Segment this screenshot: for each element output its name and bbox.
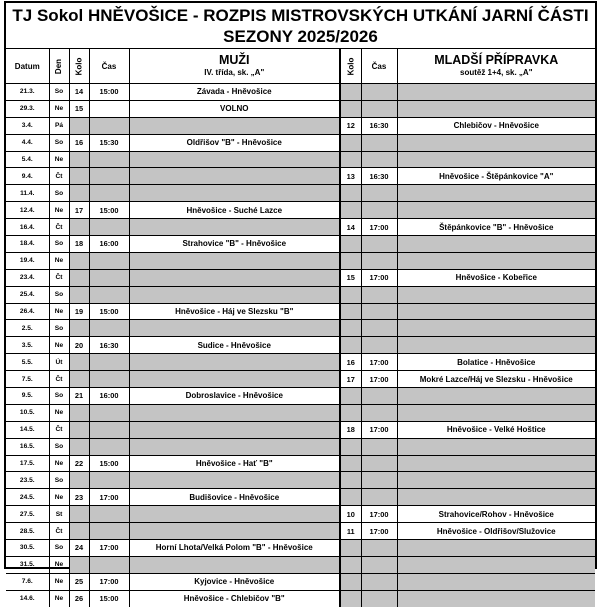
day-cell: Út xyxy=(49,354,69,371)
muzi-cas-cell: 15:00 xyxy=(89,202,129,219)
pripravka-kolo-cell xyxy=(340,337,361,354)
date-cell: 16.5. xyxy=(6,438,49,455)
pripravka-kolo-cell xyxy=(340,320,361,337)
header-muzi: MUŽI IV. třída, sk. „A" xyxy=(129,49,340,84)
pripravka-match-cell xyxy=(397,151,595,168)
day-cell: So xyxy=(49,472,69,489)
muzi-cas-cell: 15:30 xyxy=(89,134,129,151)
pripravka-match-cell xyxy=(397,438,595,455)
day-cell: Ne xyxy=(49,573,69,590)
schedule-row xyxy=(6,219,595,236)
schedule-row xyxy=(6,421,595,438)
muzi-kolo-cell: 26 xyxy=(69,590,89,606)
muzi-cas-cell xyxy=(89,404,129,421)
date-cell: 5.4. xyxy=(6,151,49,168)
pripravka-cas-cell xyxy=(361,320,397,337)
pripravka-kolo-cell xyxy=(340,455,361,472)
muzi-match-cell xyxy=(129,556,340,573)
schedule-row xyxy=(6,489,595,506)
schedule-row xyxy=(6,286,595,303)
pripravka-match-cell xyxy=(397,573,595,590)
pripravka-match-cell xyxy=(397,185,595,202)
schedule-row xyxy=(6,269,595,286)
schedule-row xyxy=(6,236,595,253)
pripravka-kolo-cell: 14 xyxy=(340,219,361,236)
muzi-kolo-cell: 14 xyxy=(69,84,89,101)
muzi-match-cell xyxy=(129,506,340,523)
muzi-cas-cell xyxy=(89,151,129,168)
muzi-match-cell: Hněvošice - Chlebičov "B" xyxy=(129,590,340,606)
header-mladsi-sub: soutěž 1+4, sk. „A" xyxy=(460,68,533,77)
muzi-match-cell xyxy=(129,269,340,286)
date-cell: 11.4. xyxy=(6,185,49,202)
date-cell: 3.4. xyxy=(6,117,49,134)
day-cell: Ne xyxy=(49,151,69,168)
date-cell: 5.5. xyxy=(6,354,49,371)
pripravka-cas-cell xyxy=(361,286,397,303)
pripravka-match-cell xyxy=(397,540,595,557)
date-cell: 21.3. xyxy=(6,84,49,101)
pripravka-cas-cell xyxy=(361,134,397,151)
pripravka-cas-cell xyxy=(361,185,397,202)
pripravka-match-cell: Strahovice/Rohov - Hněvošice xyxy=(397,506,595,523)
pripravka-match-cell xyxy=(397,84,595,101)
muzi-cas-cell xyxy=(89,117,129,134)
muzi-kolo-cell xyxy=(69,354,89,371)
pripravka-match-cell: Bolatice - Hněvošice xyxy=(397,354,595,371)
pripravka-cas-cell xyxy=(361,303,397,320)
day-cell: Čt xyxy=(49,269,69,286)
muzi-kolo-cell xyxy=(69,269,89,286)
muzi-cas-cell xyxy=(89,523,129,540)
pripravka-match-cell: Hněvošice - Kobeřice xyxy=(397,269,595,286)
day-cell: Čt xyxy=(49,523,69,540)
header-cas: Čas xyxy=(89,49,129,84)
pripravka-kolo-cell xyxy=(340,236,361,253)
pripravka-cas-cell xyxy=(361,489,397,506)
header-row xyxy=(6,49,595,84)
schedule-row xyxy=(6,168,595,185)
date-cell: 2.5. xyxy=(6,320,49,337)
muzi-kolo-cell xyxy=(69,556,89,573)
day-cell: Ne xyxy=(49,489,69,506)
date-cell: 17.5. xyxy=(6,455,49,472)
muzi-kolo-cell xyxy=(69,320,89,337)
muzi-cas-cell xyxy=(89,252,129,269)
muzi-cas-cell xyxy=(89,506,129,523)
muzi-match-cell xyxy=(129,523,340,540)
date-cell: 23.5. xyxy=(6,472,49,489)
date-cell: 12.4. xyxy=(6,202,49,219)
pripravka-cas-cell xyxy=(361,556,397,573)
pripravka-match-cell: Hněvošice - Štěpánkovice "A" xyxy=(397,168,595,185)
pripravka-cas-cell xyxy=(361,404,397,421)
pripravka-kolo-cell xyxy=(340,556,361,573)
muzi-match-cell: Závada - Hněvošice xyxy=(129,84,340,101)
pripravka-kolo-cell xyxy=(340,202,361,219)
muzi-kolo-cell xyxy=(69,219,89,236)
pripravka-match-cell: Štěpánkovice "B" - Hněvošice xyxy=(397,219,595,236)
muzi-cas-cell xyxy=(89,185,129,202)
pripravka-match-cell xyxy=(397,320,595,337)
muzi-kolo-cell: 20 xyxy=(69,337,89,354)
pripravka-cas-cell: 17:00 xyxy=(361,523,397,540)
muzi-match-cell xyxy=(129,117,340,134)
muzi-cas-cell: 15:00 xyxy=(89,455,129,472)
pripravka-kolo-cell xyxy=(340,303,361,320)
schedule-row xyxy=(6,455,595,472)
pripravka-cas-cell xyxy=(361,438,397,455)
muzi-cas-cell xyxy=(89,556,129,573)
pripravka-kolo-cell xyxy=(340,472,361,489)
schedule-row xyxy=(6,84,595,101)
schedule-row xyxy=(6,590,595,606)
pripravka-match-cell xyxy=(397,489,595,506)
schedule-row xyxy=(6,523,595,540)
date-cell: 23.4. xyxy=(6,269,49,286)
header-kolo: Kolo xyxy=(69,49,89,84)
pripravka-match-cell xyxy=(397,455,595,472)
schedule-row xyxy=(6,573,595,590)
day-cell: Čt xyxy=(49,168,69,185)
muzi-kolo-cell: 16 xyxy=(69,134,89,151)
muzi-match-cell xyxy=(129,354,340,371)
pripravka-cas-cell xyxy=(361,455,397,472)
muzi-match-cell: Strahovice "B" - Hněvošice xyxy=(129,236,340,253)
muzi-kolo-cell xyxy=(69,371,89,388)
pripravka-kolo-cell: 18 xyxy=(340,421,361,438)
day-cell: Čt xyxy=(49,421,69,438)
pripravka-match-cell: Hněvošice - Velké Hoštice xyxy=(397,421,595,438)
day-cell: So xyxy=(49,236,69,253)
muzi-kolo-cell: 25 xyxy=(69,573,89,590)
muzi-cas-cell xyxy=(89,320,129,337)
schedule-row xyxy=(6,556,595,573)
pripravka-kolo-cell xyxy=(340,134,361,151)
date-cell: 27.5. xyxy=(6,506,49,523)
muzi-kolo-cell: 23 xyxy=(69,489,89,506)
schedule-table xyxy=(6,49,595,607)
day-cell: Pá xyxy=(49,117,69,134)
schedule-row xyxy=(6,134,595,151)
pripravka-kolo-cell: 15 xyxy=(340,269,361,286)
muzi-match-cell xyxy=(129,168,340,185)
pripravka-kolo-cell xyxy=(340,84,361,101)
schedule-row xyxy=(6,337,595,354)
schedule-row xyxy=(6,388,595,405)
pripravka-kolo-cell: 16 xyxy=(340,354,361,371)
pripravka-match-cell xyxy=(397,337,595,354)
pripravka-match-cell xyxy=(397,472,595,489)
pripravka-match-cell xyxy=(397,236,595,253)
muzi-kolo-cell: 24 xyxy=(69,540,89,557)
muzi-kolo-cell xyxy=(69,185,89,202)
muzi-cas-cell xyxy=(89,354,129,371)
pripravka-match-cell xyxy=(397,134,595,151)
muzi-cas-cell xyxy=(89,100,129,117)
day-cell: Ne xyxy=(49,202,69,219)
muzi-match-cell: Dobroslavice - Hněvošice xyxy=(129,388,340,405)
pripravka-cas-cell: 17:00 xyxy=(361,371,397,388)
date-cell: 29.3. xyxy=(6,100,49,117)
date-cell: 18.4. xyxy=(6,236,49,253)
day-cell: St xyxy=(49,506,69,523)
muzi-cas-cell: 17:00 xyxy=(89,573,129,590)
pripravka-kolo-cell: 10 xyxy=(340,506,361,523)
muzi-match-cell: Hněvošice - Hať "B" xyxy=(129,455,340,472)
header-datum: Datum xyxy=(6,49,49,84)
day-cell: So xyxy=(49,134,69,151)
pripravka-match-cell xyxy=(397,303,595,320)
muzi-match-cell xyxy=(129,421,340,438)
muzi-match-cell: Horní Lhota/Velká Polom "B" - Hněvošice xyxy=(129,540,340,557)
pripravka-cas-cell: 17:00 xyxy=(361,219,397,236)
date-cell: 28.5. xyxy=(6,523,49,540)
pripravka-match-cell xyxy=(397,252,595,269)
muzi-match-cell xyxy=(129,219,340,236)
date-cell: 25.4. xyxy=(6,286,49,303)
date-cell: 7.6. xyxy=(6,573,49,590)
pripravka-cas-cell xyxy=(361,540,397,557)
muzi-match-cell: Sudice - Hněvošice xyxy=(129,337,340,354)
muzi-cas-cell: 15:00 xyxy=(89,303,129,320)
pripravka-cas-cell xyxy=(361,252,397,269)
pripravka-cas-cell: 16:30 xyxy=(361,117,397,134)
pripravka-kolo-cell xyxy=(340,388,361,405)
pripravka-match-cell xyxy=(397,100,595,117)
pripravka-match-cell: Chlebičov - Hněvošice xyxy=(397,117,595,134)
date-cell: 31.5. xyxy=(6,556,49,573)
schedule-sheet xyxy=(4,1,597,604)
muzi-kolo-cell: 19 xyxy=(69,303,89,320)
schedule-row xyxy=(6,202,595,219)
date-cell: 4.4. xyxy=(6,134,49,151)
muzi-cas-cell: 15:00 xyxy=(89,84,129,101)
schedule-row xyxy=(6,185,595,202)
page-title xyxy=(6,3,595,49)
day-cell: Ne xyxy=(49,556,69,573)
date-cell: 10.5. xyxy=(6,404,49,421)
muzi-match-cell: Hněvošice - Háj ve Slezsku "B" xyxy=(129,303,340,320)
muzi-kolo-cell xyxy=(69,421,89,438)
schedule-row xyxy=(6,472,595,489)
title-line-2: SEZONY 2025/2026 xyxy=(223,27,378,46)
pripravka-cas-cell xyxy=(361,337,397,354)
muzi-kolo-cell xyxy=(69,404,89,421)
muzi-kolo-cell: 17 xyxy=(69,202,89,219)
day-cell: Čt xyxy=(49,219,69,236)
header-cas-pripravka: Čas xyxy=(361,49,397,84)
pripravka-match-cell xyxy=(397,590,595,606)
muzi-kolo-cell: 22 xyxy=(69,455,89,472)
date-cell: 14.6. xyxy=(6,590,49,606)
schedule-row xyxy=(6,354,595,371)
muzi-cas-cell: 16:00 xyxy=(89,236,129,253)
muzi-match-cell: VOLNO xyxy=(129,100,340,117)
muzi-cas-cell xyxy=(89,421,129,438)
schedule-row xyxy=(6,506,595,523)
pripravka-cas-cell: 16:30 xyxy=(361,168,397,185)
schedule-row xyxy=(6,151,595,168)
pripravka-cas-cell xyxy=(361,236,397,253)
header-den: Den xyxy=(49,49,69,84)
pripravka-match-cell xyxy=(397,202,595,219)
pripravka-cas-cell xyxy=(361,573,397,590)
header-mladsi: MLADŠÍ PŘÍPRAVKA soutěž 1+4, sk. „A" xyxy=(397,49,595,84)
muzi-cas-cell xyxy=(89,472,129,489)
day-cell: So xyxy=(49,438,69,455)
pripravka-kolo-cell xyxy=(340,286,361,303)
muzi-cas-cell xyxy=(89,438,129,455)
pripravka-match-cell: Mokré Lazce/Háj ve Slezsku - Hněvošice xyxy=(397,371,595,388)
day-cell: Ne xyxy=(49,303,69,320)
day-cell: So xyxy=(49,540,69,557)
pripravka-kolo-cell xyxy=(340,438,361,455)
date-cell: 24.5. xyxy=(6,489,49,506)
pripravka-kolo-cell: 11 xyxy=(340,523,361,540)
pripravka-kolo-cell xyxy=(340,185,361,202)
muzi-cas-cell xyxy=(89,269,129,286)
date-cell: 14.5. xyxy=(6,421,49,438)
muzi-cas-cell xyxy=(89,371,129,388)
pripravka-cas-cell xyxy=(361,472,397,489)
muzi-match-cell xyxy=(129,472,340,489)
pripravka-cas-cell xyxy=(361,202,397,219)
schedule-row xyxy=(6,303,595,320)
muzi-kolo-cell xyxy=(69,286,89,303)
pripravka-cas-cell xyxy=(361,84,397,101)
pripravka-match-cell xyxy=(397,286,595,303)
muzi-cas-cell: 16:00 xyxy=(89,388,129,405)
date-cell: 26.4. xyxy=(6,303,49,320)
date-cell: 9.4. xyxy=(6,168,49,185)
muzi-match-cell: Kyjovice - Hněvošice xyxy=(129,573,340,590)
schedule-row xyxy=(6,371,595,388)
date-cell: 30.5. xyxy=(6,540,49,557)
pripravka-kolo-cell xyxy=(340,540,361,557)
pripravka-match-cell: Hněvošice - Oldřišov/Služovice xyxy=(397,523,595,540)
schedule-row xyxy=(6,117,595,134)
muzi-match-cell xyxy=(129,371,340,388)
schedule-rows xyxy=(6,84,595,607)
muzi-cas-cell: 17:00 xyxy=(89,489,129,506)
pripravka-kolo-cell xyxy=(340,590,361,606)
date-cell: 16.4. xyxy=(6,219,49,236)
muzi-cas-cell: 17:00 xyxy=(89,540,129,557)
day-cell: So xyxy=(49,185,69,202)
pripravka-cas-cell xyxy=(361,151,397,168)
day-cell: So xyxy=(49,388,69,405)
date-cell: 9.5. xyxy=(6,388,49,405)
date-cell: 7.5. xyxy=(6,371,49,388)
pripravka-cas-cell: 17:00 xyxy=(361,421,397,438)
muzi-kolo-cell xyxy=(69,117,89,134)
muzi-match-cell: Oldřišov "B" - Hněvošice xyxy=(129,134,340,151)
pripravka-cas-cell xyxy=(361,590,397,606)
muzi-match-cell xyxy=(129,151,340,168)
muzi-match-cell xyxy=(129,404,340,421)
pripravka-match-cell xyxy=(397,404,595,421)
pripravka-kolo-cell xyxy=(340,573,361,590)
muzi-kolo-cell: 21 xyxy=(69,388,89,405)
pripravka-cas-cell: 17:00 xyxy=(361,269,397,286)
muzi-match-cell xyxy=(129,286,340,303)
day-cell: Ne xyxy=(49,404,69,421)
muzi-kolo-cell xyxy=(69,523,89,540)
header-kolo-pripravka: Kolo xyxy=(340,49,361,84)
muzi-kolo-cell xyxy=(69,506,89,523)
pripravka-kolo-cell xyxy=(340,151,361,168)
day-cell: Ne xyxy=(49,455,69,472)
muzi-cas-cell: 15:00 xyxy=(89,590,129,606)
muzi-match-cell xyxy=(129,185,340,202)
schedule-row xyxy=(6,540,595,557)
schedule-row xyxy=(6,438,595,455)
pripravka-kolo-cell xyxy=(340,489,361,506)
day-cell: Ne xyxy=(49,100,69,117)
schedule-row xyxy=(6,252,595,269)
pripravka-cas-cell xyxy=(361,100,397,117)
title-line-1: TJ Sokol HNĚVOŠICE - ROZPIS MISTROVSKÝCH UTKÁNÍ JARNÍ ČÁSTI xyxy=(12,6,589,25)
pripravka-cas-cell: 17:00 xyxy=(361,506,397,523)
pripravka-kolo-cell: 13 xyxy=(340,168,361,185)
muzi-kolo-cell xyxy=(69,438,89,455)
schedule-row xyxy=(6,404,595,421)
muzi-kolo-cell: 15 xyxy=(69,100,89,117)
muzi-cas-cell: 16:30 xyxy=(89,337,129,354)
header-muzi-sub: IV. třída, sk. „A" xyxy=(204,68,265,77)
day-cell: Ne xyxy=(49,337,69,354)
pripravka-match-cell xyxy=(397,388,595,405)
day-cell: So xyxy=(49,84,69,101)
day-cell: So xyxy=(49,286,69,303)
schedule-row xyxy=(6,320,595,337)
muzi-cas-cell xyxy=(89,286,129,303)
pripravka-kolo-cell: 12 xyxy=(340,117,361,134)
muzi-kolo-cell xyxy=(69,151,89,168)
date-cell: 19.4. xyxy=(6,252,49,269)
muzi-match-cell: Budišovice - Hněvošice xyxy=(129,489,340,506)
day-cell: Čt xyxy=(49,371,69,388)
pripravka-kolo-cell xyxy=(340,252,361,269)
muzi-cas-cell xyxy=(89,168,129,185)
pripravka-kolo-cell xyxy=(340,100,361,117)
muzi-kolo-cell xyxy=(69,472,89,489)
muzi-kolo-cell xyxy=(69,252,89,269)
muzi-match-cell xyxy=(129,320,340,337)
day-cell: Ne xyxy=(49,252,69,269)
muzi-match-cell xyxy=(129,252,340,269)
muzi-match-cell xyxy=(129,438,340,455)
schedule-row xyxy=(6,100,595,117)
pripravka-match-cell xyxy=(397,556,595,573)
pripravka-kolo-cell: 17 xyxy=(340,371,361,388)
pripravka-cas-cell: 17:00 xyxy=(361,354,397,371)
muzi-match-cell: Hněvošice - Suché Lazce xyxy=(129,202,340,219)
muzi-cas-cell xyxy=(89,219,129,236)
pripravka-kolo-cell xyxy=(340,404,361,421)
day-cell: Ne xyxy=(49,590,69,606)
day-cell: So xyxy=(49,320,69,337)
pripravka-cas-cell xyxy=(361,388,397,405)
date-cell: 3.5. xyxy=(6,337,49,354)
muzi-kolo-cell: 18 xyxy=(69,236,89,253)
muzi-kolo-cell xyxy=(69,168,89,185)
